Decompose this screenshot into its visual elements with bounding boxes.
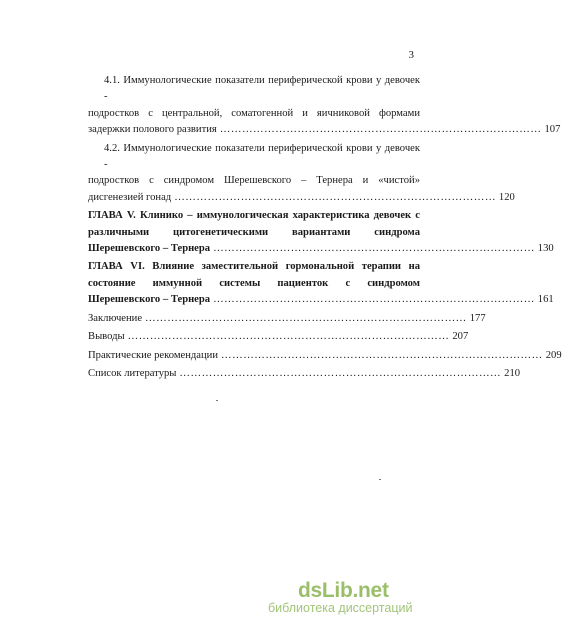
scan-speck	[216, 400, 218, 401]
toc-page: 107	[544, 124, 561, 136]
toc-leader: ……………………………………………………………………………	[221, 349, 543, 361]
toc-page: 130	[537, 243, 554, 255]
toc-entry-4-2	[88, 141, 515, 207]
toc-page: 209	[545, 349, 562, 361]
toc-leader: ……………………………………………………………………………	[179, 367, 502, 379]
dslib-subtitle: библиотека диссертаций	[268, 601, 413, 615]
toc-leader: ……………………………………………………………………………	[213, 243, 535, 255]
toc-entry-chapter-6	[88, 259, 554, 308]
page-number: 3	[408, 49, 414, 61]
toc-title: задержки полового развития	[88, 124, 217, 136]
toc-leader: ……………………………………………………………………………	[219, 124, 542, 136]
toc-title: Шерешевского – Тернера	[88, 243, 211, 255]
toc-title: Список литературы	[88, 367, 177, 379]
toc-page: 207	[452, 331, 469, 343]
toc-entry-4-1	[88, 73, 561, 139]
toc-title: Шерешевского – Тернера	[88, 294, 211, 306]
toc-line: различными цитогенетическими вариантами синдрома	[88, 226, 420, 238]
toc-title: Практические рекомендации	[88, 349, 218, 361]
toc-entry-findings	[88, 329, 469, 345]
toc-leader: ……………………………………………………………………………	[213, 294, 535, 306]
toc-page: 120	[498, 191, 515, 203]
scan-speck	[379, 479, 381, 480]
toc-line: подростков с синдромом Шерешевского – Тернера и «чистой»	[88, 175, 420, 187]
table-of-contents	[88, 73, 562, 384]
toc-leader: ……………………………………………………………………………	[145, 312, 467, 324]
toc-page: 161	[537, 294, 554, 306]
toc-line: состояние иммунной системы пациенток с синдромом	[88, 277, 420, 289]
toc-entry-recommendations	[88, 348, 562, 364]
toc-line: 4.2. Иммунологические показатели периферической крови у девочек -	[104, 142, 420, 171]
toc-entry-conclusion	[88, 311, 486, 327]
toc-line: подростков с центральной, соматогенной и яичниковой формами	[88, 107, 420, 119]
dslib-logo: dsLib.net	[298, 579, 389, 602]
toc-page: 177	[469, 312, 486, 324]
toc-title: Выводы	[88, 331, 125, 343]
toc-line: ГЛАВА V. Клинико – иммунологическая характеристика девочек с	[88, 210, 420, 222]
toc-line: 4.1. Иммунологические показатели периферической крови у девочек -	[104, 75, 420, 103]
toc-leader: ……………………………………………………………………………	[174, 191, 496, 203]
toc-entry-chapter-5	[88, 208, 554, 257]
toc-leader: ……………………………………………………………………………	[127, 331, 450, 343]
toc-entry-references	[88, 366, 521, 382]
toc-title: дисгенезией гонад	[88, 191, 172, 203]
toc-line: ГЛАВА VI. Влияние заместительной гормональной терапии на	[88, 261, 420, 273]
toc-page: 210	[504, 367, 521, 379]
toc-title: Заключение	[88, 312, 143, 324]
